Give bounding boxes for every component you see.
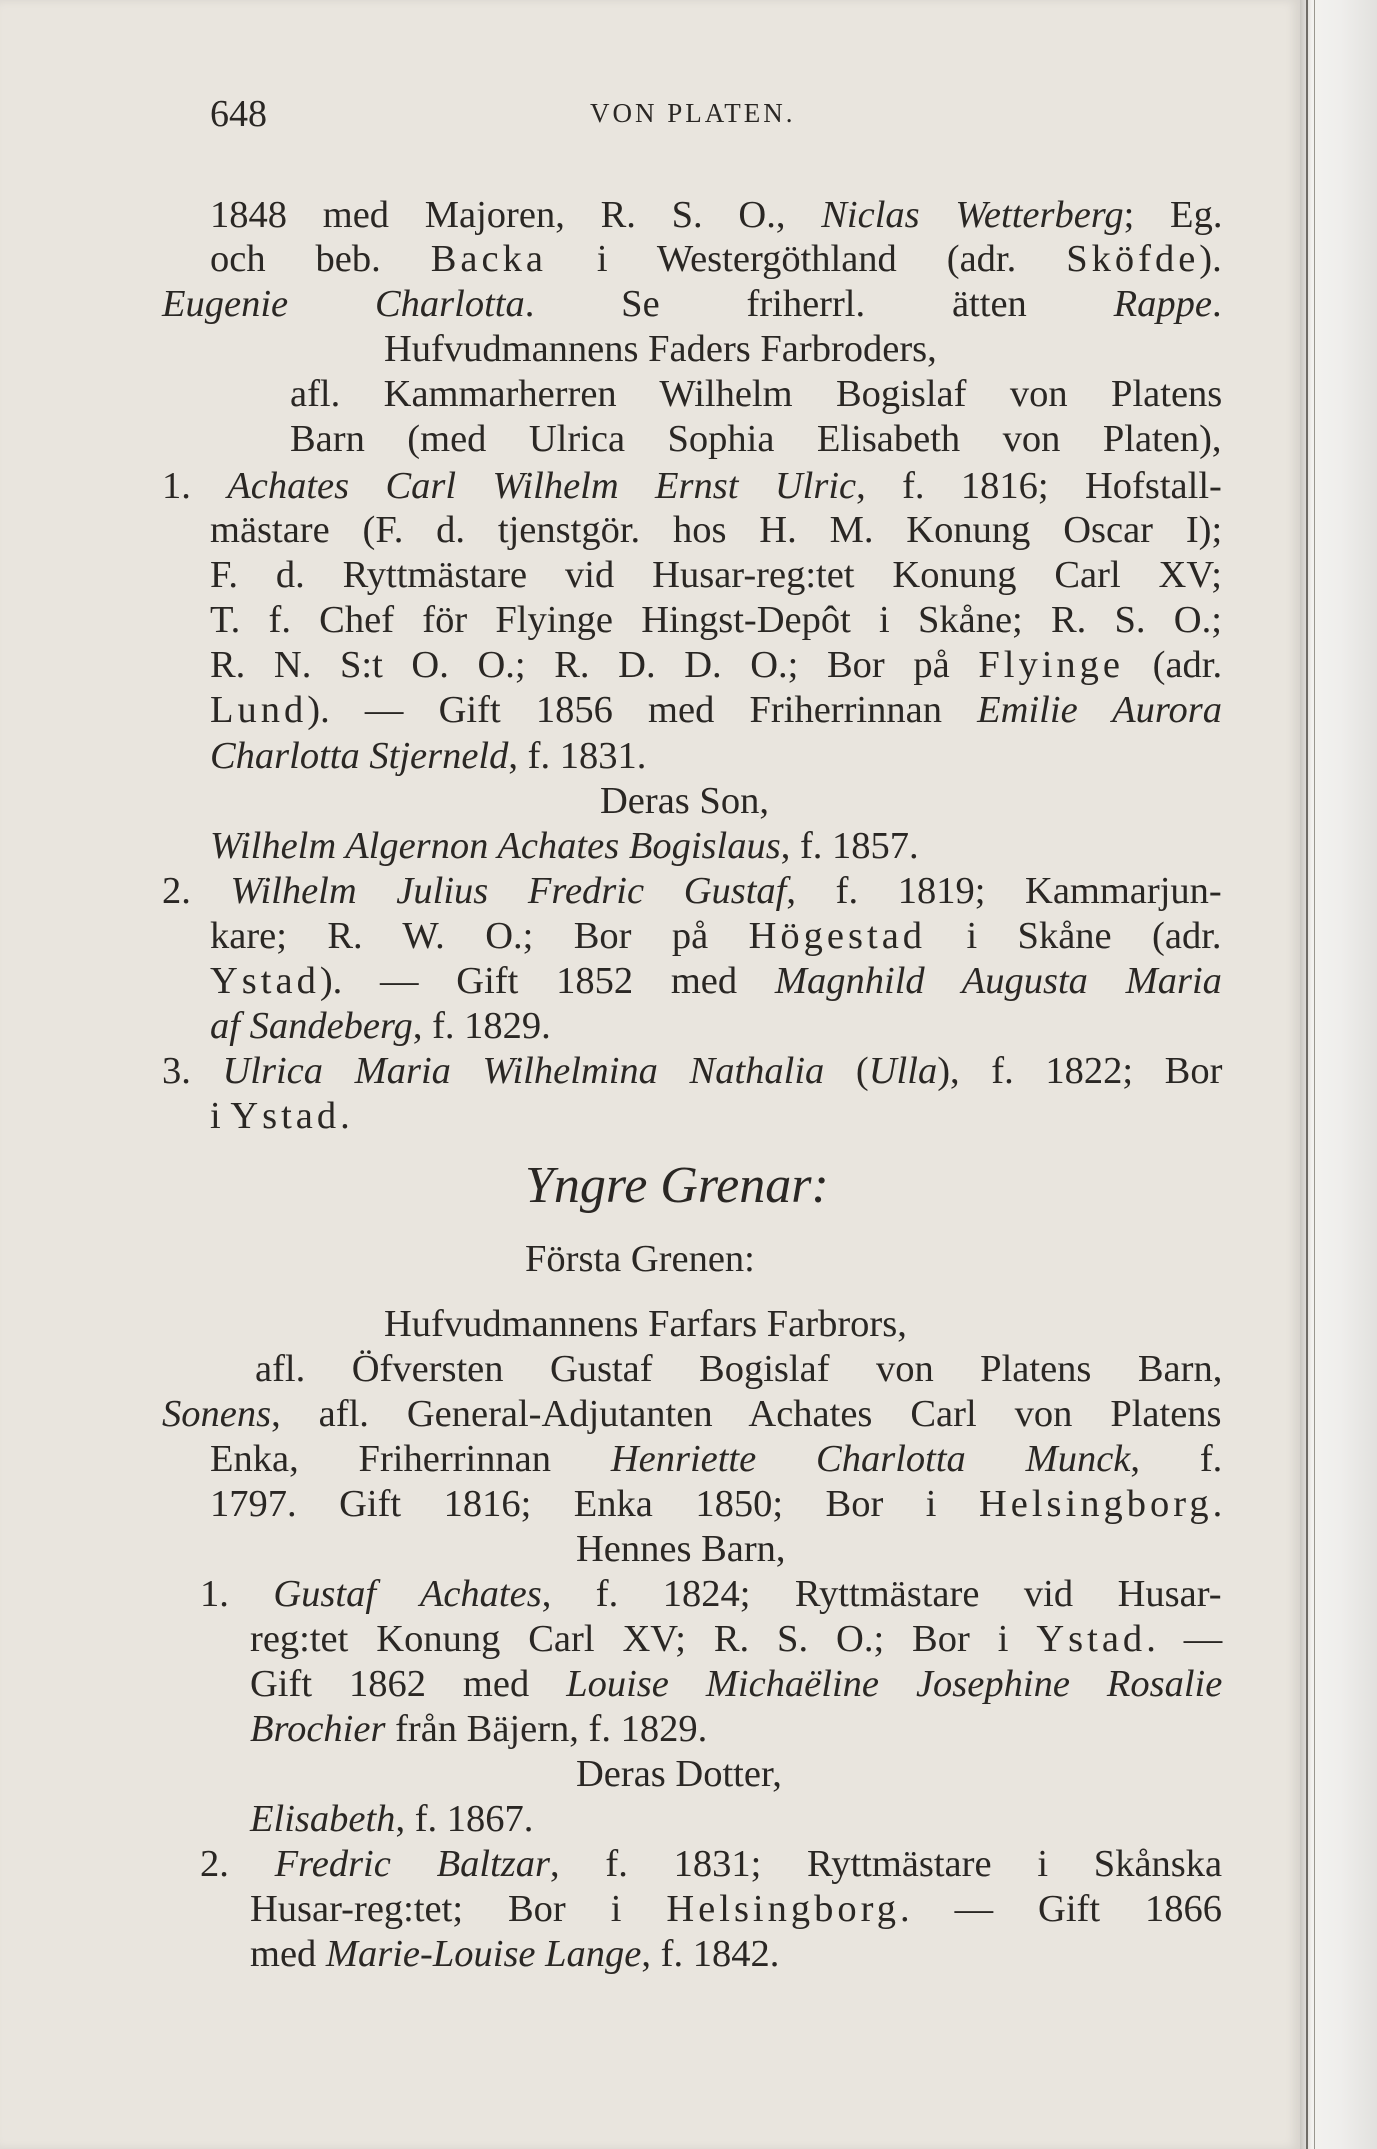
text-line (210, 1440, 1222, 1479)
italic-name: Achates Carl Wilhelm Ernst Ulric (227, 465, 857, 507)
text-run: 2. (200, 1843, 275, 1885)
spaced-name: Ystad (230, 1095, 341, 1137)
text-run: i Skåne (adr. (926, 915, 1222, 957)
text-run: , f. 1831; Ryttmästare i Skånska (549, 1843, 1223, 1885)
italic-name: Wilhelm Julius Fredric Gustaf (230, 870, 787, 912)
spaced-name: Flyinge (978, 644, 1124, 686)
text-run: Enka, Friherrinnan (210, 1438, 611, 1480)
text-line (210, 1485, 1222, 1524)
running-title: VON PLATEN. (590, 98, 796, 128)
text-run: kare; R. W. O.; Bor på (210, 915, 749, 957)
text-run: F. d. Ryttmästare vid Husar-reg:tet Konung Carl XV; (210, 554, 1223, 596)
italic-name: Magnhild Augusta Maria (774, 960, 1222, 1002)
spaced-name: Högestad (748, 915, 927, 957)
text-run: 1. (162, 465, 228, 507)
text-run: 1. (200, 1573, 274, 1615)
spaced-name: Helsingborg (666, 1888, 901, 1930)
italic-name: Louise Michaëline Josephine Rosalie (566, 1663, 1223, 1705)
text-line (162, 285, 1222, 324)
italic-name: Eugenie Charlotta (162, 283, 525, 325)
text-run: . (1211, 283, 1222, 325)
text-line (250, 1665, 1222, 1704)
text-run: ). (1199, 238, 1222, 280)
text-line (200, 1575, 1222, 1614)
spaced-name: Sköfde (1066, 238, 1200, 280)
edge-line (1314, 0, 1315, 2149)
text-run: , f. (1130, 1438, 1223, 1480)
spaced-name: Lund (210, 689, 308, 731)
text-line (290, 420, 1222, 459)
text-run: afl. Kammarherren Wilhelm Bogislaf von Platens (290, 373, 1223, 415)
text-run: med (250, 1933, 326, 1975)
text-run: 3. (162, 1050, 223, 1092)
text-run: , f. 1867. (395, 1798, 534, 1840)
text-run: . (1212, 1483, 1223, 1525)
text-run: Husar-reg:tet; Bor i (250, 1888, 667, 1930)
text-run: , f. 1857. (780, 825, 919, 867)
text-line (384, 330, 937, 369)
text-run: Deras Son, (600, 780, 769, 822)
text-run: Barn (med Ulrica Sophia Elisabeth von Platen), (290, 418, 1222, 460)
text-line (210, 196, 1222, 235)
text-line (210, 601, 1222, 640)
text-line (600, 782, 769, 821)
text-run: (adr. (1124, 644, 1223, 686)
text-line (210, 917, 1222, 956)
text-line (210, 1097, 350, 1136)
italic-name: Charlotta Stjerneld (210, 735, 509, 777)
text-line (576, 1530, 786, 1569)
italic-name: Wilhelm Algernon Achates Bogislaus (210, 825, 781, 867)
page-number: 648 (210, 93, 267, 135)
section-heading (525, 1157, 829, 1214)
text-run: , f. 1819; Kammarjun- (786, 870, 1222, 912)
text-line (210, 737, 646, 776)
text-line (290, 375, 1222, 414)
text-line (200, 1845, 1222, 1884)
text-line (162, 1395, 1222, 1434)
edge-line (1306, 0, 1308, 2149)
text-line (525, 1240, 755, 1279)
text-run: , f. 1824; Ryttmästare vid Husar- (541, 1573, 1222, 1615)
text-line (210, 962, 1222, 1001)
italic-name: Marie-Louise Lange (325, 1933, 642, 1975)
text-run: Första Grenen: (525, 1238, 755, 1280)
text-run: Hufvudmannens Faders Farbroders, (384, 328, 937, 370)
text-run: ; Eg. (1123, 194, 1223, 236)
text-line (250, 1620, 1222, 1659)
text-run: R. N. S:t O. O.; R. D. D. O.; Bor på (210, 644, 979, 686)
text-run: , f. 1831. (508, 735, 647, 777)
italic-name: Elisabeth (250, 1798, 396, 1840)
page-edge (1300, 0, 1377, 2149)
text-run: . Se friherrl. ätten (524, 283, 1114, 325)
text-run: , f. 1842. (641, 1933, 780, 1975)
text-run: , f. 1816; Hofstall- (856, 465, 1222, 507)
text-line (210, 691, 1222, 730)
text-run: Hennes Barn, (576, 1528, 786, 1570)
page-header (210, 92, 1220, 138)
text-run: Yngre Grenar: (525, 1157, 829, 1214)
text-line (250, 1890, 1222, 1929)
text-line (210, 556, 1222, 595)
italic-name: Rappe (1113, 283, 1212, 325)
italic-name: Brochier (250, 1708, 386, 1750)
text-run: ), f. 1822; Bor (937, 1050, 1223, 1092)
text-line (384, 1305, 907, 1344)
text-line (576, 1755, 782, 1794)
italic-name: Emilie Aurora (977, 689, 1222, 731)
text-run: , afl. General-Adjutanten Achates Carl von Platens (271, 1393, 1222, 1435)
spaced-name: Ystad (1036, 1618, 1147, 1660)
text-line (210, 646, 1222, 685)
text-line (255, 1350, 1222, 1389)
text-line (210, 1007, 551, 1046)
spaced-name: Ystad (210, 960, 320, 1002)
text-line (210, 240, 1222, 279)
italic-name: Fredric Baltzar (274, 1843, 550, 1885)
text-run: 2. (162, 870, 231, 912)
italic-name: Niclas Wetterberg (821, 194, 1124, 236)
text-run: från Bäjern, f. 1829. (385, 1708, 708, 1750)
italic-name: Gustaf Achates (273, 1573, 542, 1615)
text-run: mästare (F. d. tjenstgör. hos H. M. Konung Oscar I); (210, 509, 1223, 551)
italic-name: Ulla (868, 1050, 938, 1092)
text-run: , f. 1829. (412, 1005, 551, 1047)
text-run: ( (824, 1050, 869, 1092)
text-line (210, 511, 1222, 550)
italic-name: Sonens (162, 1393, 272, 1435)
text-run: . (340, 1095, 350, 1137)
text-run: afl. Öfversten Gustaf Bogislaf von Platens Barn, (255, 1348, 1223, 1390)
text-run: i (210, 1095, 231, 1137)
text-line (162, 467, 1222, 506)
text-line (210, 827, 919, 866)
text-line (162, 1052, 1222, 1091)
text-line (250, 1800, 533, 1839)
text-run: och beb. (210, 238, 431, 280)
italic-name: Ulrica Maria Wilhelmina Nathalia (222, 1050, 825, 1092)
text-run: Gift 1862 med (250, 1663, 567, 1705)
spaced-name: Backa (430, 238, 547, 280)
text-line (250, 1935, 779, 1974)
italic-name: Henriette Charlotta Munck (610, 1438, 1131, 1480)
text-run: Deras Dotter, (576, 1753, 782, 1795)
text-run: Hufvudmannens Farfars Farbrors, (384, 1303, 907, 1345)
text-run: 1797. Gift 1816; Enka 1850; Bor i (210, 1483, 979, 1525)
text-line (162, 872, 1222, 911)
text-run: 1848 med Majoren, R. S. O., (210, 194, 822, 236)
text-run: . — Gift 1866 (900, 1888, 1223, 1930)
italic-name: af Sandeberg (210, 1005, 413, 1047)
text-run: i Westergöthland (adr. (546, 238, 1067, 280)
text-run: ). — Gift 1856 med Friherrinnan (307, 689, 978, 731)
spaced-name: Helsingborg (978, 1483, 1213, 1525)
text-run: . — (1146, 1618, 1223, 1660)
text-run: ). — Gift 1852 med (319, 960, 775, 1002)
text-run: T. f. Chef för Flyinge Hingst-Depôt i Skåne; R. S. O.; (210, 599, 1222, 641)
text-run: reg:tet Konung Carl XV; R. S. O.; Bor i (250, 1618, 1037, 1660)
text-line (250, 1710, 707, 1749)
